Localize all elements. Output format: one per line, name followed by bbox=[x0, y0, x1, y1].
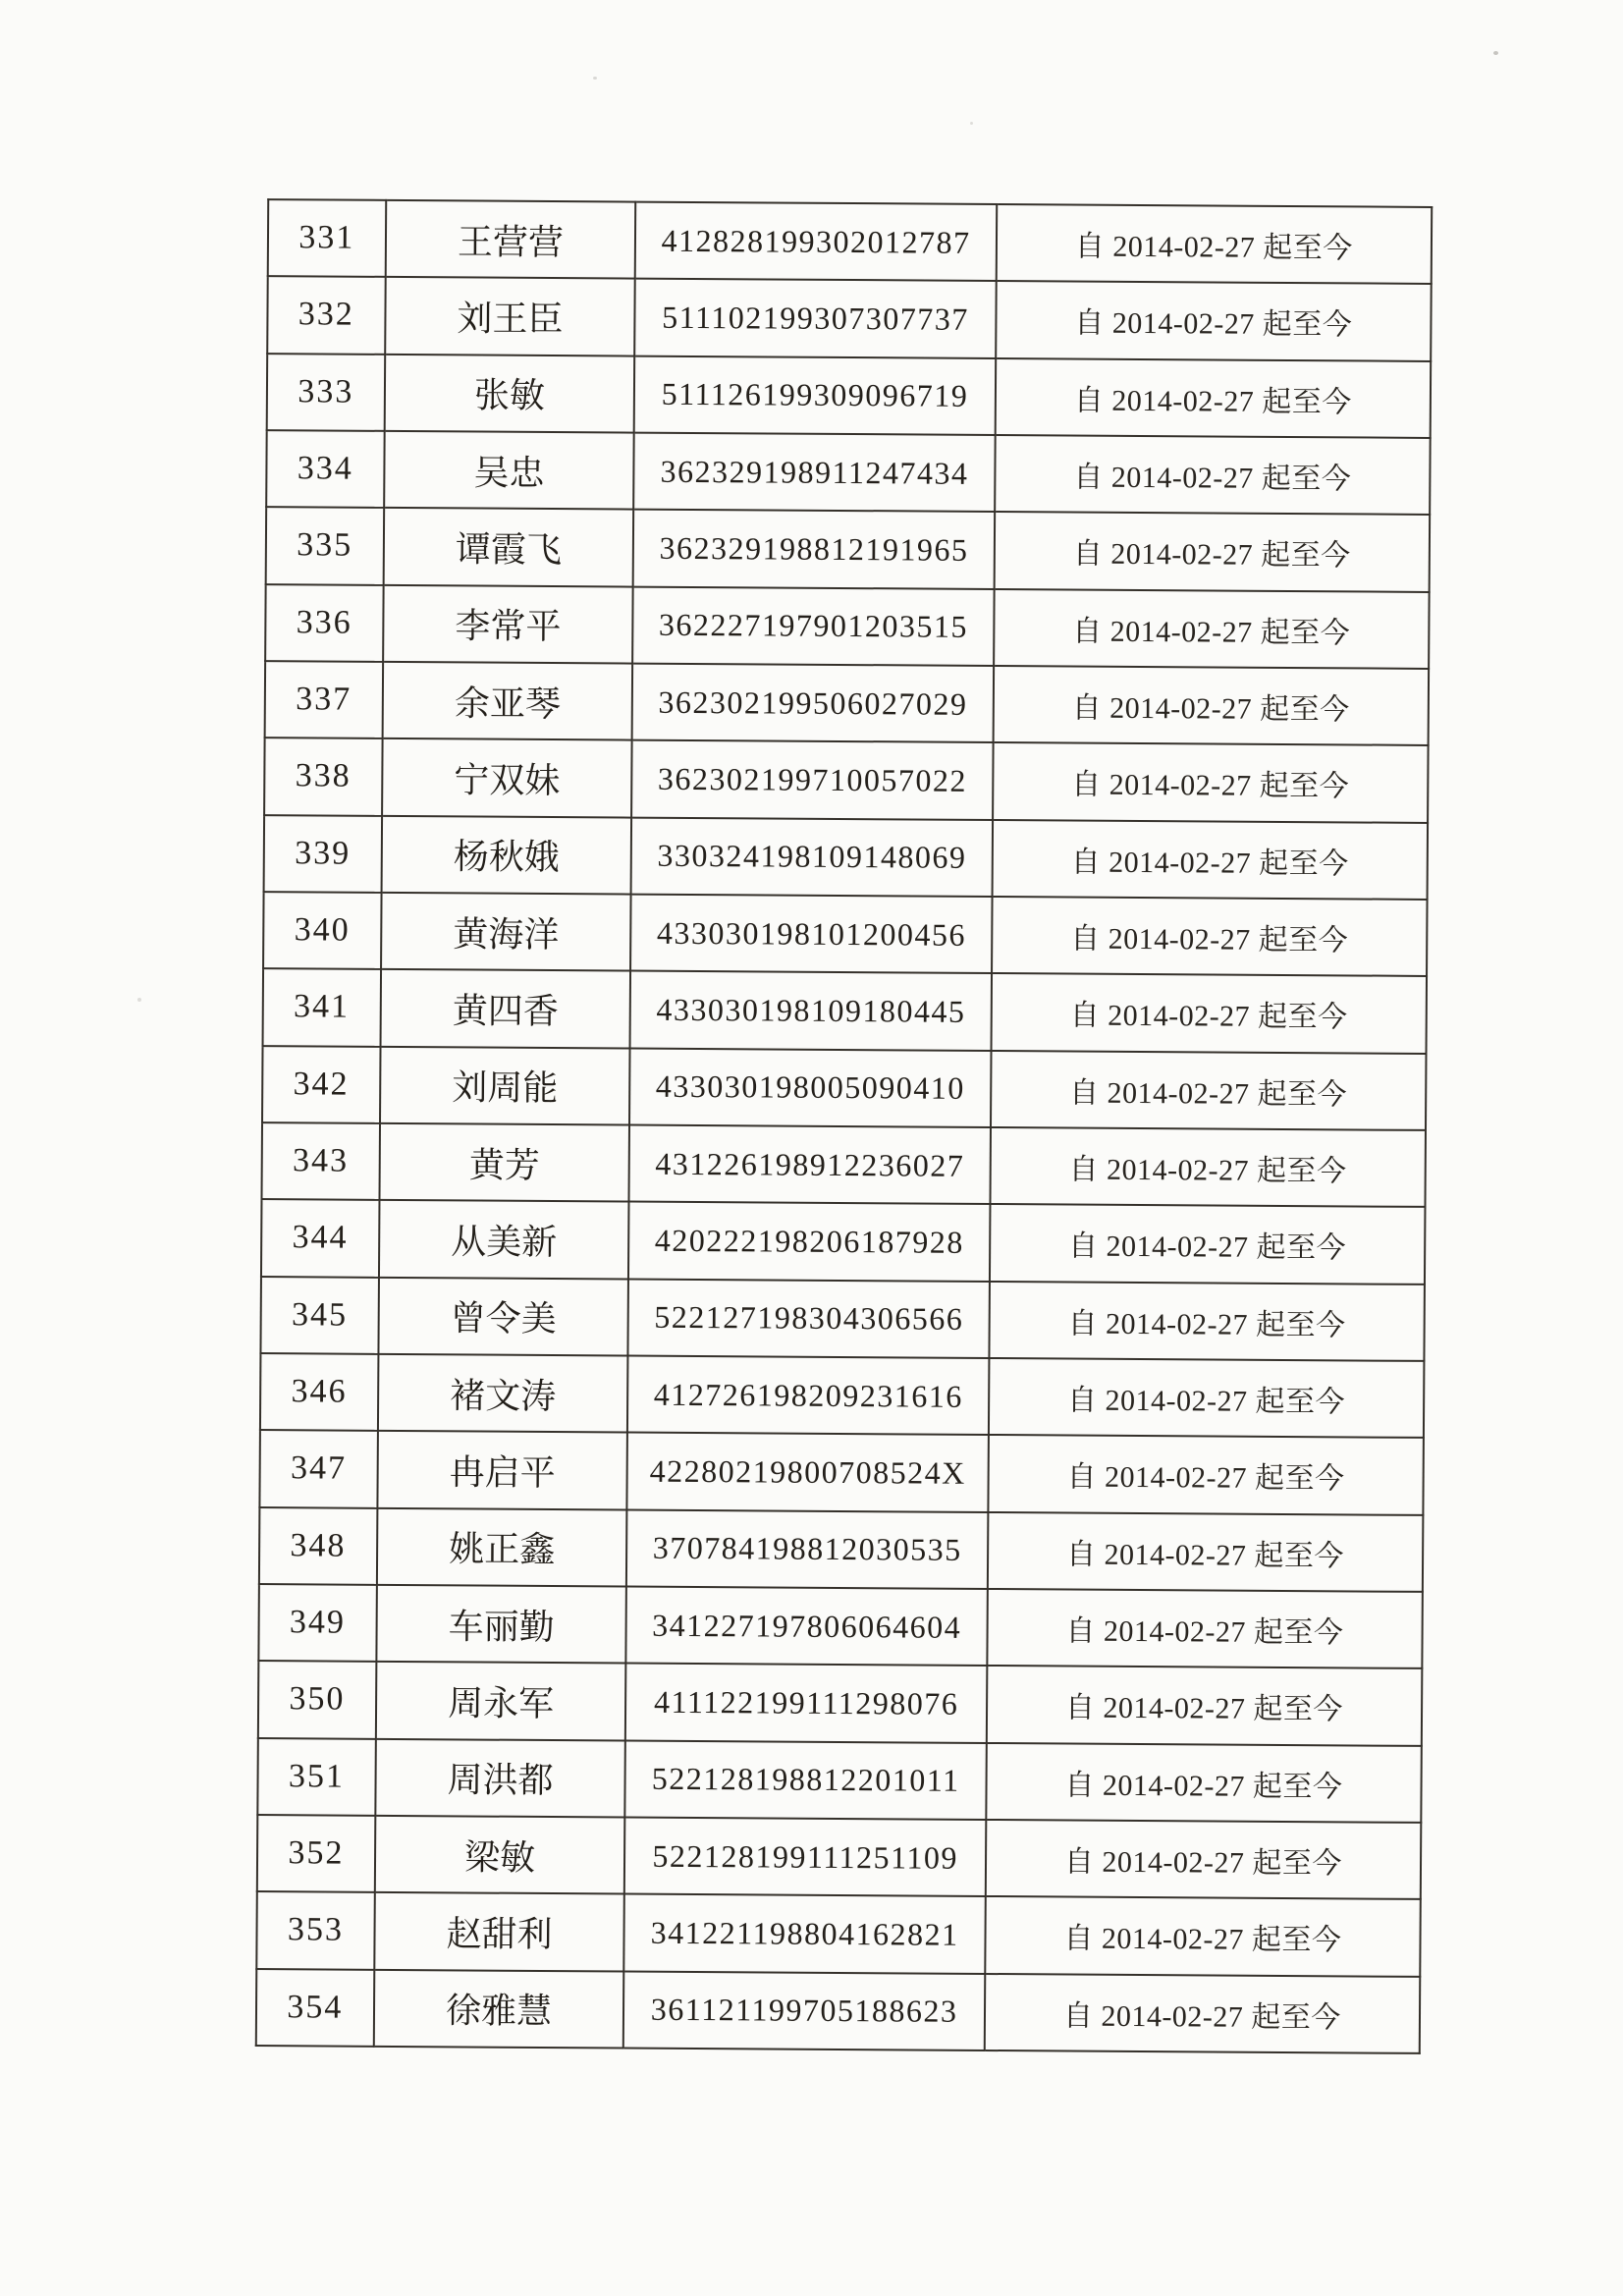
row-index-cell: 336 bbox=[265, 584, 383, 662]
row-period-cell: 自 2014-02-27 起至今 bbox=[986, 1743, 1422, 1823]
table-row bbox=[258, 1661, 1422, 1745]
row-period-cell: 自 2014-02-27 起至今 bbox=[989, 1282, 1425, 1361]
table-row bbox=[259, 1430, 1423, 1514]
row-name-cell: 黄海洋 bbox=[381, 893, 631, 971]
row-name-cell: 周永军 bbox=[376, 1662, 626, 1740]
roster-table-body bbox=[256, 199, 1432, 2053]
row-id-cell: 522127198304306566 bbox=[628, 1279, 990, 1358]
table-row bbox=[261, 1122, 1425, 1207]
row-name-cell: 赵甜利 bbox=[374, 1892, 624, 1971]
row-name-cell: 张敏 bbox=[384, 355, 634, 433]
row-period-cell: 自 2014-02-27 起至今 bbox=[987, 1666, 1423, 1745]
row-id-cell: 412726198209231616 bbox=[627, 1355, 989, 1435]
row-id-cell: 341221198804162821 bbox=[624, 1894, 986, 1974]
row-index-cell: 347 bbox=[259, 1430, 377, 1507]
row-id-cell: 433030198005090410 bbox=[629, 1048, 991, 1127]
table-row bbox=[257, 1738, 1421, 1823]
row-index-cell: 353 bbox=[256, 1891, 374, 1969]
row-index-cell: 354 bbox=[256, 1969, 374, 2047]
row-index-cell: 341 bbox=[263, 968, 381, 1046]
row-id-cell: 433030198109180445 bbox=[630, 971, 992, 1051]
row-name-cell: 刘王臣 bbox=[385, 277, 635, 355]
table-row bbox=[266, 507, 1430, 591]
row-period-cell: 自 2014-02-27 起至今 bbox=[996, 204, 1432, 284]
row-id-cell: 522128199111251109 bbox=[624, 1817, 986, 1896]
table-row bbox=[259, 1507, 1423, 1592]
row-index-cell: 352 bbox=[257, 1815, 375, 1892]
table-row bbox=[264, 815, 1428, 900]
row-period-cell: 自 2014-02-27 起至今 bbox=[990, 1204, 1426, 1284]
row-id-cell: 362302199710057022 bbox=[632, 740, 994, 820]
table-row bbox=[266, 430, 1430, 515]
table-row bbox=[265, 661, 1429, 745]
row-name-cell: 宁双妹 bbox=[382, 738, 632, 817]
row-id-cell: 511102199307307737 bbox=[635, 279, 997, 358]
row-id-cell: 511126199309096719 bbox=[634, 355, 996, 435]
table-row bbox=[268, 199, 1432, 284]
row-period-cell: 自 2014-02-27 起至今 bbox=[991, 973, 1427, 1053]
scan-speck bbox=[137, 998, 141, 1002]
row-period-cell: 自 2014-02-27 起至今 bbox=[993, 666, 1429, 745]
row-index-cell: 346 bbox=[260, 1353, 378, 1431]
row-name-cell: 李常平 bbox=[383, 585, 633, 664]
row-id-cell: 370784198812030535 bbox=[626, 1509, 988, 1589]
scan-speck bbox=[1493, 51, 1498, 55]
row-index-cell: 334 bbox=[266, 430, 384, 508]
row-period-cell: 自 2014-02-27 起至今 bbox=[996, 281, 1432, 360]
row-id-cell: 431226198912236027 bbox=[629, 1124, 991, 1204]
table-row bbox=[263, 968, 1427, 1053]
roster-table-container bbox=[255, 198, 1433, 2054]
row-period-cell: 自 2014-02-27 起至今 bbox=[985, 1896, 1421, 1976]
row-id-cell: 42280219800708524X bbox=[627, 1433, 989, 1512]
row-period-cell: 自 2014-02-27 起至今 bbox=[993, 742, 1429, 822]
row-period-cell: 自 2014-02-27 起至今 bbox=[994, 589, 1430, 669]
row-period-cell: 自 2014-02-27 起至今 bbox=[986, 1820, 1422, 1899]
table-row bbox=[262, 1046, 1426, 1130]
row-index-cell: 351 bbox=[257, 1738, 375, 1816]
row-period-cell: 自 2014-02-27 起至今 bbox=[988, 1512, 1424, 1592]
table-row bbox=[257, 1815, 1421, 1899]
row-period-cell: 自 2014-02-27 起至今 bbox=[994, 512, 1430, 591]
row-name-cell: 徐雅慧 bbox=[373, 1969, 623, 2048]
table-row bbox=[256, 1969, 1420, 2053]
row-index-cell: 331 bbox=[268, 199, 386, 277]
table-row bbox=[256, 1891, 1420, 1976]
row-period-cell: 自 2014-02-27 起至今 bbox=[995, 435, 1431, 515]
row-name-cell: 冉启平 bbox=[377, 1431, 627, 1509]
row-name-cell: 从美新 bbox=[379, 1200, 629, 1279]
table-row bbox=[265, 584, 1429, 669]
row-period-cell: 自 2014-02-27 起至今 bbox=[995, 358, 1431, 438]
row-name-cell: 周洪都 bbox=[375, 1738, 625, 1817]
table-row bbox=[260, 1277, 1424, 1361]
row-id-cell: 522128198812201011 bbox=[625, 1740, 987, 1820]
row-id-cell: 330324198109148069 bbox=[631, 817, 993, 897]
scan-speck bbox=[593, 77, 597, 80]
row-id-cell: 433030198101200456 bbox=[630, 895, 992, 974]
row-name-cell: 王营营 bbox=[385, 200, 635, 279]
row-period-cell: 自 2014-02-27 起至今 bbox=[987, 1589, 1423, 1668]
row-name-cell: 谭霞飞 bbox=[383, 508, 633, 586]
row-index-cell: 335 bbox=[266, 507, 384, 584]
row-period-cell: 自 2014-02-27 起至今 bbox=[991, 1051, 1427, 1130]
row-id-cell: 411122199111298076 bbox=[625, 1664, 987, 1743]
row-name-cell: 褚文涛 bbox=[378, 1354, 628, 1433]
row-name-cell: 杨秋娥 bbox=[381, 815, 631, 894]
row-name-cell: 余亚琴 bbox=[382, 662, 632, 740]
row-id-cell: 361121199705188623 bbox=[623, 1971, 985, 2050]
table-row bbox=[267, 276, 1431, 360]
row-name-cell: 姚正鑫 bbox=[377, 1507, 627, 1586]
row-period-cell: 自 2014-02-27 起至今 bbox=[988, 1435, 1424, 1514]
row-index-cell: 348 bbox=[259, 1507, 377, 1585]
table-row bbox=[258, 1584, 1422, 1668]
row-index-cell: 333 bbox=[267, 354, 385, 431]
row-period-cell: 自 2014-02-27 起至今 bbox=[992, 820, 1428, 900]
table-row bbox=[263, 892, 1427, 976]
row-index-cell: 339 bbox=[264, 815, 382, 893]
table-row bbox=[264, 738, 1428, 822]
scan-speck bbox=[970, 122, 973, 125]
row-name-cell: 梁敏 bbox=[374, 1816, 624, 1894]
roster-table bbox=[255, 198, 1433, 2054]
row-period-cell: 自 2014-02-27 起至今 bbox=[985, 1974, 1421, 2053]
row-period-cell: 自 2014-02-27 起至今 bbox=[990, 1127, 1426, 1207]
row-index-cell: 343 bbox=[261, 1122, 379, 1200]
row-name-cell: 刘周能 bbox=[380, 1046, 630, 1124]
table-row bbox=[261, 1199, 1425, 1284]
row-id-cell: 362227197901203515 bbox=[633, 586, 995, 666]
row-index-cell: 345 bbox=[260, 1277, 378, 1354]
row-id-cell: 412828199302012787 bbox=[635, 202, 997, 282]
row-name-cell: 曾令美 bbox=[378, 1277, 628, 1355]
table-row bbox=[267, 354, 1431, 438]
row-name-cell: 吴忠 bbox=[384, 431, 634, 510]
row-name-cell: 车丽勤 bbox=[376, 1585, 626, 1664]
row-index-cell: 350 bbox=[258, 1661, 376, 1738]
table-row bbox=[260, 1353, 1424, 1438]
row-name-cell: 黄芳 bbox=[379, 1123, 629, 1202]
row-id-cell: 362329198911247434 bbox=[634, 433, 996, 513]
row-id-cell: 362302199506027029 bbox=[632, 664, 994, 743]
row-index-cell: 342 bbox=[262, 1046, 380, 1123]
row-id-cell: 362329198812191965 bbox=[633, 510, 995, 589]
row-index-cell: 340 bbox=[263, 892, 381, 969]
row-period-cell: 自 2014-02-27 起至今 bbox=[992, 897, 1428, 976]
row-id-cell: 341227197806064604 bbox=[626, 1586, 988, 1666]
row-id-cell: 420222198206187928 bbox=[628, 1202, 990, 1282]
row-index-cell: 337 bbox=[265, 661, 383, 738]
row-period-cell: 自 2014-02-27 起至今 bbox=[989, 1358, 1425, 1438]
row-name-cell: 黄四香 bbox=[380, 969, 630, 1048]
row-index-cell: 338 bbox=[264, 738, 382, 815]
row-index-cell: 349 bbox=[258, 1584, 376, 1662]
row-index-cell: 344 bbox=[261, 1199, 379, 1277]
row-index-cell: 332 bbox=[267, 276, 385, 354]
